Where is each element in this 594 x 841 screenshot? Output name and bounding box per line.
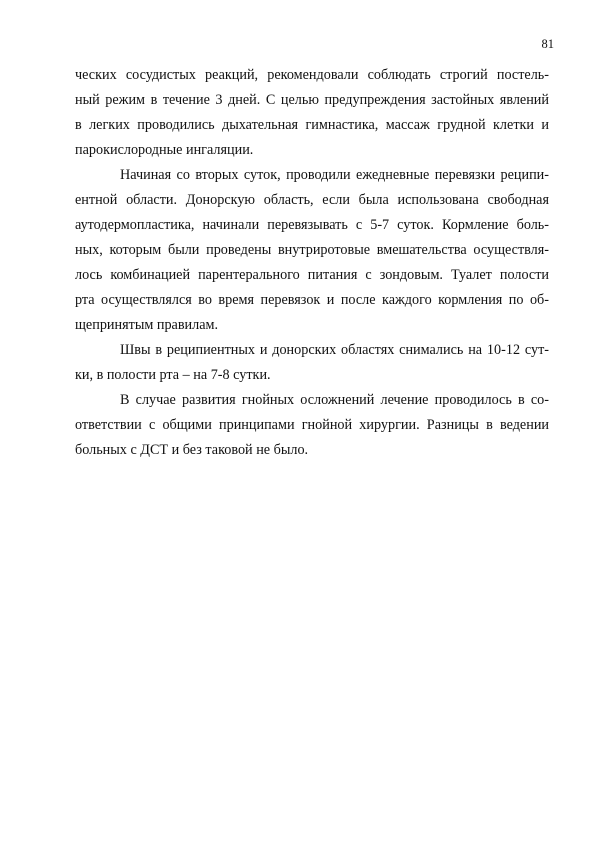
text-line-last: парокислородные ингаляции.	[75, 142, 254, 158]
text-line-justified: ентной области. Донорскую область, если была использована свободная	[75, 192, 549, 208]
text-line-justified: Швы в реципиентных и донорских областях снимались на 10-12 сут-	[120, 342, 549, 358]
text-line-last: ки, в полости рта – на 7-8 сутки.	[75, 367, 271, 383]
text-line-justified: ный режим в течение 3 дней. С целью предупреждения застойных явлений	[75, 92, 549, 108]
text-line-last: щепринятым правилам.	[75, 317, 219, 333]
text-line-justified: Начиная со вторых суток, проводили ежедневные перевязки реципи-	[120, 167, 549, 183]
text-line-justified: рта осуществлялся во время перевязок и после каждого кормления по об-	[75, 292, 549, 308]
text-line-justified: В случае развития гнойных осложнений лечение проводилось в со-	[120, 392, 549, 408]
text-line-justified: аутодермопластика, начинали перевязывать с 5-7 суток. Кормление боль-	[75, 217, 549, 233]
text-line-justified: в легких проводились дыхательная гимнастика, массаж грудной клетки и	[75, 117, 549, 133]
text-line-last: больных с ДСТ и без таковой не было.	[75, 442, 309, 458]
page-number: 81	[541, 37, 554, 51]
text-line-justified: ческих сосудистых реакций, рекомендовали соблюдать строгий постель-	[75, 67, 549, 83]
text-line-justified: лось комбинацией парентерального питания с зондовым. Туалет полости	[75, 267, 549, 283]
text-line-justified: ответствии с общими принципами гнойной хирургии. Разницы в ведении	[75, 417, 549, 433]
text-line-justified: ных, которым были проведены внутриротовые вмешательства осуществля-	[75, 242, 549, 258]
